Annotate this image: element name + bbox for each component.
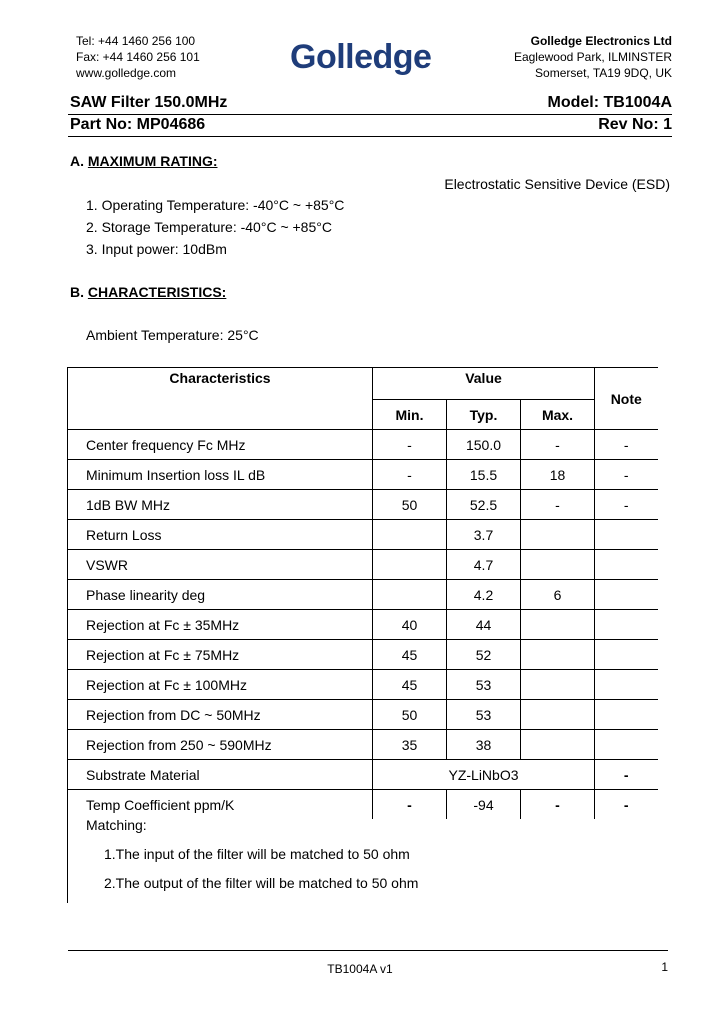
cell-name: Rejection at Fc ± 75MHz — [68, 640, 373, 670]
rating-item-3: 3. Input power: 10dBm — [86, 241, 227, 257]
table-row — [68, 460, 658, 490]
cell-typ: 52 — [447, 640, 521, 670]
address-line-1: Eaglewood Park, ILMINSTER — [513, 50, 672, 64]
cell-note — [595, 730, 658, 760]
revision-number: Rev No: 1 — [598, 116, 672, 133]
table-header-row — [68, 368, 658, 400]
cell-name: Rejection at Fc ± 100MHz — [68, 670, 373, 700]
product-title: SAW Filter 150.0MHz — [70, 94, 228, 111]
cell-note: - — [595, 760, 658, 790]
cell-name: Temp Coefficient ppm/K — [68, 790, 373, 820]
cell-max — [521, 700, 595, 730]
cell-min — [373, 550, 447, 580]
header-note: Note — [595, 368, 658, 430]
table-row — [68, 640, 658, 670]
section-b-title: CHARACTERISTICS: — [87, 284, 227, 300]
title-row-2 — [70, 116, 672, 134]
matching-item-1: 1.The input of the filter will be matched to 50 ohm — [104, 846, 410, 862]
footer-divider — [68, 950, 668, 951]
header-max: Max. — [521, 400, 595, 430]
cell-max — [521, 730, 595, 760]
cell-name: 1dB BW MHz — [68, 490, 373, 520]
cell-typ: 52.5 — [447, 490, 521, 520]
company-address — [514, 33, 672, 81]
company-name: Golledge Electronics Ltd — [530, 34, 672, 48]
header-min: Min. — [373, 400, 447, 430]
cell-typ: 44 — [447, 610, 521, 640]
table-row — [68, 520, 658, 550]
cell-max: - — [521, 790, 595, 820]
table-row — [68, 490, 658, 520]
table-row-substrate — [68, 760, 658, 790]
cell-note: - — [595, 430, 658, 460]
cell-min: 50 — [373, 490, 447, 520]
header-typ: Typ. — [447, 400, 521, 430]
tel-text: Tel: +44 1460 256 100 — [76, 34, 196, 48]
cell-max: - — [521, 430, 595, 460]
table-row — [68, 580, 658, 610]
cell-max: 18 — [521, 460, 595, 490]
cell-max — [521, 610, 595, 640]
golledge-logo: Golledge — [290, 38, 432, 76]
matching-title: Matching: — [86, 817, 147, 833]
cell-min: 45 — [373, 640, 447, 670]
section-a-title: MAXIMUM RATING: — [87, 153, 218, 169]
cell-min: 50 — [373, 700, 447, 730]
table-row — [68, 550, 658, 580]
cell-typ: 3.7 — [447, 520, 521, 550]
cell-note — [595, 640, 658, 670]
cell-typ: 53 — [447, 700, 521, 730]
cell-min: 45 — [373, 670, 447, 700]
cell-substrate-value: YZ-LiNbO3 — [373, 760, 595, 790]
table-row — [68, 700, 658, 730]
cell-note — [595, 520, 658, 550]
cell-note: - — [595, 460, 658, 490]
cell-note — [595, 550, 658, 580]
matching-section — [67, 815, 658, 903]
cell-typ: 53 — [447, 670, 521, 700]
characteristics-table — [67, 367, 658, 819]
cell-typ: 150.0 — [447, 430, 521, 460]
cell-name: VSWR — [68, 550, 373, 580]
cell-note — [595, 670, 658, 700]
section-a-heading: A. MAXIMUM RATING: — [70, 153, 218, 169]
table-row — [68, 670, 658, 700]
matching-item-2: 2.The output of the filter will be matched to 50 ohm — [104, 875, 419, 891]
header-value: Value — [373, 368, 595, 400]
title-row-1 — [70, 94, 672, 112]
website-text: www.golledge.com — [76, 66, 177, 80]
cell-min — [373, 580, 447, 610]
cell-typ: 15.5 — [447, 460, 521, 490]
rating-item-2: 2. Storage Temperature: -40°C ~ +85°C — [86, 219, 332, 235]
fax-text: Fax: +44 1460 256 101 — [76, 50, 200, 64]
section-b-heading: B. CHARACTERISTICS: — [70, 284, 227, 300]
esd-notice: Electrostatic Sensitive Device (ESD) — [444, 176, 670, 192]
cell-note: - — [595, 790, 658, 820]
cell-note: - — [595, 490, 658, 520]
cell-note — [595, 580, 658, 610]
divider-2 — [68, 136, 672, 137]
part-number: Part No: MP04686 — [70, 116, 206, 133]
cell-max — [521, 550, 595, 580]
table-row — [68, 610, 658, 640]
cell-max — [521, 640, 595, 670]
cell-max — [521, 520, 595, 550]
contact-info — [76, 33, 200, 81]
table-row — [68, 430, 658, 460]
cell-min: - — [373, 460, 447, 490]
ambient-temperature: Ambient Temperature: 25°C — [86, 327, 259, 343]
cell-name: Center frequency Fc MHz — [68, 430, 373, 460]
cell-name: Substrate Material — [68, 760, 373, 790]
cell-typ: 38 — [447, 730, 521, 760]
page-number: 1 — [661, 960, 668, 974]
cell-min: - — [373, 430, 447, 460]
cell-name: Rejection at Fc ± 35MHz — [68, 610, 373, 640]
cell-min: - — [373, 790, 447, 820]
cell-max: - — [521, 490, 595, 520]
rating-item-1: 1. Operating Temperature: -40°C ~ +85°C — [86, 197, 345, 213]
cell-name: Phase linearity deg — [68, 580, 373, 610]
divider-1 — [68, 114, 672, 115]
cell-name: Return Loss — [68, 520, 373, 550]
cell-note — [595, 610, 658, 640]
cell-note — [595, 700, 658, 730]
table-row — [68, 730, 658, 760]
cell-max: 6 — [521, 580, 595, 610]
cell-min: 35 — [373, 730, 447, 760]
cell-min — [373, 520, 447, 550]
header-characteristics: Characteristics — [68, 368, 373, 430]
cell-max — [521, 670, 595, 700]
footer-doc-id: TB1004A v1 — [327, 962, 393, 976]
cell-typ: -94 — [447, 790, 521, 820]
cell-min: 40 — [373, 610, 447, 640]
cell-typ: 4.7 — [447, 550, 521, 580]
cell-name: Rejection from 250 ~ 590MHz — [68, 730, 373, 760]
model-number: Model: TB1004A — [547, 94, 672, 111]
cell-typ: 4.2 — [447, 580, 521, 610]
cell-name: Rejection from DC ~ 50MHz — [68, 700, 373, 730]
address-line-2: Somerset, TA19 9DQ, UK — [535, 66, 672, 80]
cell-name: Minimum Insertion loss IL dB — [68, 460, 373, 490]
